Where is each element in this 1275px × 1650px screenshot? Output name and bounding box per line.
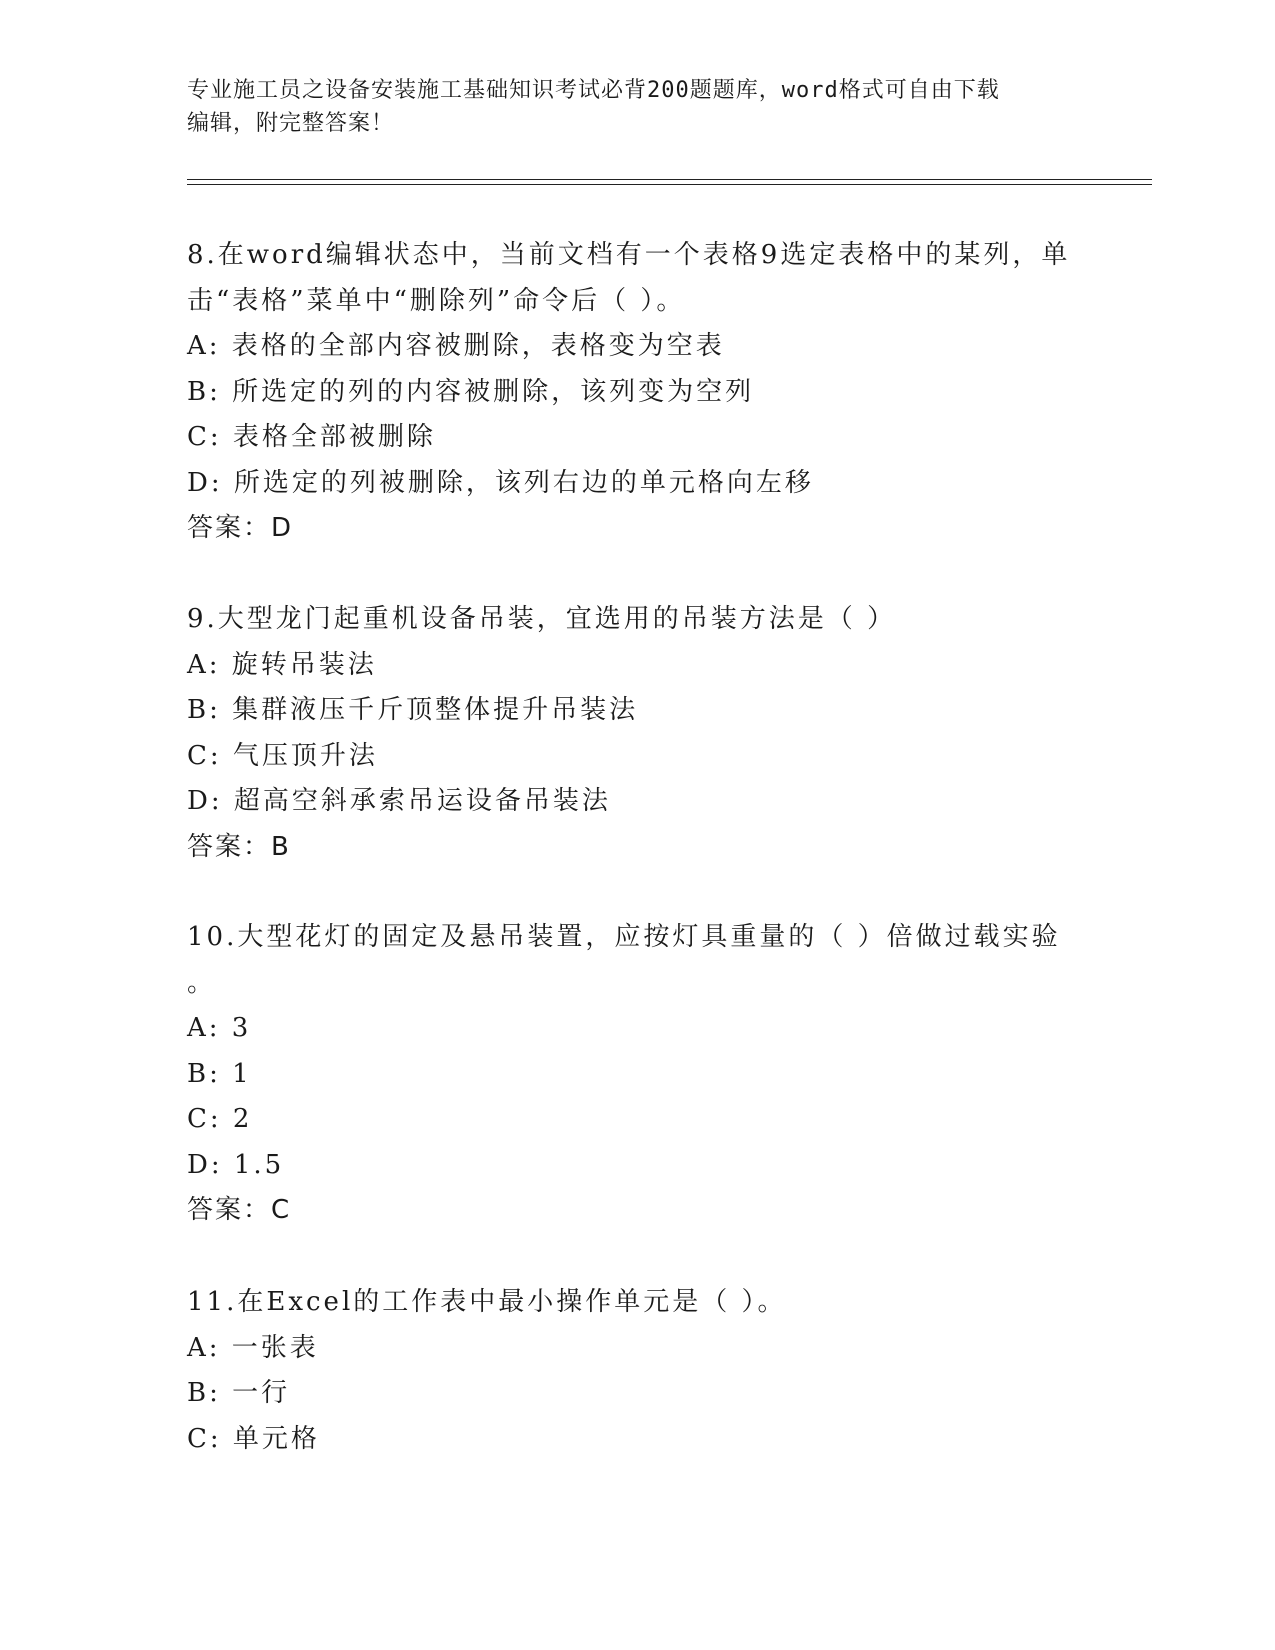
question-text-line-1: 11.在Excel的工作表中最小操作单元是（ ）。 — [187, 1287, 787, 1317]
answer: 答案：C — [187, 1195, 292, 1225]
option-c: C: 单元格 — [187, 1423, 320, 1454]
header-title-line-1: 专业施工员之设备安装施工基础知识考试必背200题题库，word格式可自由下载 — [187, 78, 1000, 103]
question-9 — [187, 597, 1087, 870]
option-a: A: 旋转吊装法 — [187, 649, 377, 680]
option-c: C: 气压顶升法 — [187, 740, 378, 771]
question-10 — [187, 915, 1087, 1234]
question-text — [187, 233, 1087, 324]
option-c: C: 2 — [187, 1104, 253, 1134]
option-d: D: 所选定的列被删除，该列右边的单元格向左移 — [187, 467, 814, 498]
question-text — [187, 597, 1087, 643]
option-a: A: 3 — [187, 1013, 252, 1043]
option-b: B: 所选定的列的内容被删除，该列变为空列 — [187, 376, 755, 407]
question-text-line-2: 击“表格”菜单中“删除列”命令后（ ）。 — [187, 285, 686, 316]
header-divider-bottom — [187, 184, 1152, 185]
question-text — [187, 1280, 1087, 1326]
question-text-line-1: 8.在word编辑状态中，当前文档有一个表格9选定表格中的某列，单 — [187, 240, 1071, 270]
answer: 答案：D — [187, 513, 294, 543]
question-text — [187, 915, 1087, 1006]
option-d: D: 1.5 — [187, 1149, 285, 1180]
document-header — [187, 74, 1087, 140]
option-a: A: 表格的全部内容被删除，表格变为空表 — [187, 331, 725, 361]
question-text-line-1: 10.大型花灯的固定及悬吊装置，应按灯具重量的（ ）倍做过载实验 — [187, 922, 1061, 952]
option-b: B: 1 — [187, 1058, 252, 1089]
option-b: B: 一行 — [187, 1378, 291, 1408]
option-b: B: 集群液压千斤顶整体提升吊装法 — [187, 695, 639, 725]
option-d: D: 超高空斜承索吊运设备吊装法 — [187, 786, 611, 816]
question-11 — [187, 1280, 1087, 1462]
question-text-line-2: 。 — [187, 967, 217, 998]
answer: 答案：B — [187, 831, 291, 862]
question-8 — [187, 233, 1087, 552]
question-text-line-1: 9.大型龙门起重机设备吊装，宜选用的吊装方法是（ ） — [187, 604, 897, 634]
option-c: C: 表格全部被删除 — [187, 422, 436, 452]
header-divider-top — [187, 179, 1152, 180]
header-title-line-2: 编辑，附完整答案！ — [187, 111, 395, 136]
option-a: A: 一张表 — [187, 1332, 319, 1363]
